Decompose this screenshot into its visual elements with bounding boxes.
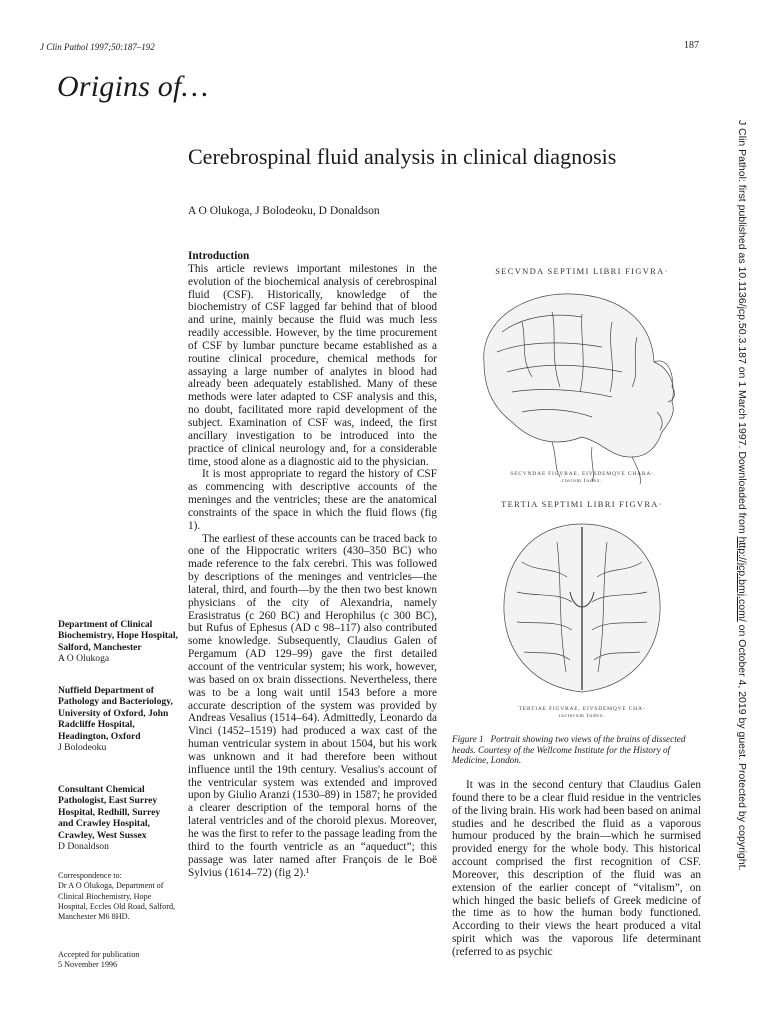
figure-caption-text: Portrait showing two views of the brains of dissected heads. Courtesy of the Wellcome Institute for the History of Medicine, London. xyxy=(452,734,686,766)
affiliation-3 xyxy=(58,784,178,852)
correspondence-label: Correspondence to: xyxy=(58,871,122,880)
correspondence-address: Dr A O Olukoga, Department of Clinical Biochemistry, Hope Hospital, Eccles Old Road, Salford, Manchester M6 8HD. xyxy=(58,881,176,922)
figure-heading-top: SECVNDA SEPTIMI LIBRI FIGVRA· xyxy=(495,266,669,276)
affiliation-author: J Bolodeoku xyxy=(58,742,107,754)
journal-reference: J Clin Pathol 1997;50:187–192 xyxy=(40,42,155,52)
brain-top-view xyxy=(504,524,660,692)
author-list: A O Olukoga, J Bolodeoku, D Donaldson xyxy=(188,205,380,217)
figure-sub-top-2: cterum Index. xyxy=(561,478,603,484)
paragraph: It was in the second century that Claudius Galen found there to be a clear fluid residue in the ventricles of the living brain. His work had been based on animal studies and he described the fluid as a vaporous humour produced by the brain—which he surmised provided energy for the whole body. This historical account comprised the first recognition of CSF. Moreover, this description of the fluid was an extension of the earlier concept of “vitalism”, on which hinged the basic beliefs of Greek medicine of the time as to how the human body functioned. According to their views the heart produced a vital spirit which was the vaporous life determinant (referred to as psychic xyxy=(452,779,701,958)
copyright-side-note xyxy=(724,100,754,940)
right-text-column xyxy=(452,779,701,959)
affiliation-dept: Consultant Chemical Pathologist, East Surrey Hospital, Redhill, Surrey and Crawley Hospital, Crawley, West Sussex xyxy=(58,784,161,841)
affiliation-1 xyxy=(58,619,178,665)
correspondence xyxy=(58,871,178,922)
brain-engravings-image xyxy=(462,262,702,722)
accepted-label: Accepted for publication xyxy=(58,950,140,959)
figure-caption-label: Figure 1 xyxy=(452,734,484,744)
affiliation-2 xyxy=(58,685,178,753)
paragraph: The earliest of these accounts can be traced back to one of the Hippocratic writers (430–350 BC) who made reference to the falx cerebri. This was followed by descriptions of the meninges and ventricles—the lateral, third, and fourth—by the then two best known physicians of the city of Alexandria, namely Erasistratus (c 260 BC) and Herophilus (c 300 BC), but Rufus of Ephesus (AD c 98–117) also contributed some knowledge. Subsequently, Claudius Galen of Pergamum (AD 129–99) gave the first detailed account of the ventricular system; his work, however, was based on ox brain dissections. Nevertheless, there was to be a long wait until 1543 before a more accurate description of the system was provided by Andreas Vesalius (1514–64). Admittedly, Leonardo da Vinci (1452–1519) had produced a wax cast of the human ventricular system in about 1504, but his work was unknown and it had therefore been without influence until the 19th century. Vesalius's account of the ventricular system was extended and improved upon by Giulio Aranzi (1530–89) in 1587; he provided a clearer description of the temporal horns of the lateral ventricles and of the choroid plexus. Moreover, he was the first to refer to the passage leading from the third to the fourth ventricle as an “aqueduct”; this passage was later named after François de le Boë Sylvius (1614–72) (fig 2).¹ xyxy=(188,532,437,879)
page-number: 187 xyxy=(684,40,699,51)
paragraph: It is most appropriate to regard the history of CSF as commencing with descriptive accounts of the meninges and the ventricles; these are the anatomical constraints of the space in which the fluid flows (fig 1). xyxy=(188,468,437,532)
series-title: Origins of… xyxy=(57,70,209,103)
affiliation-dept: Nuffield Department of Pathology and Bacteriology, University of Oxford, John Radcliffe Hospital, Headington, Oxford xyxy=(58,685,173,742)
side-note-prefix: J Clin Pathol: first published as 10.1136/jcp.50.3.187 on 1 March 1997. Downloaded from xyxy=(736,120,748,537)
accepted-date: 5 November 1996 xyxy=(58,960,118,970)
figure-sub-bottom: TERTIAE FIGVRAE, EIVSDEMQVE CHA- xyxy=(518,706,646,712)
figure-heading-bottom: TERTIA SEPTIMI LIBRI FIGVRA· xyxy=(501,499,663,509)
brain-side-view xyxy=(484,294,675,484)
affiliation-dept: Department of Clinical Biochemistry, Hope Hospital, Salford, Manchester xyxy=(58,619,178,653)
figure-caption xyxy=(452,734,704,766)
article-title: Cerebrospinal fluid analysis in clinical diagnosis xyxy=(188,144,617,169)
figure-sub-top: SECVNDAE FIGVRAE, EIVSDEMQVE CHARA- xyxy=(510,471,654,477)
main-text-column xyxy=(188,250,437,879)
section-heading-introduction: Introduction xyxy=(188,250,250,262)
figure-sub-bottom-2: racterum Index. xyxy=(558,713,606,719)
figure-1 xyxy=(462,262,702,722)
affiliation-author: A O Olukoga xyxy=(58,653,110,665)
journal-link[interactable]: http://jcp.bmj.com/ xyxy=(736,536,748,622)
acceptance-note xyxy=(58,950,178,971)
affiliation-author: D Donaldson xyxy=(58,841,109,853)
paragraph: This article reviews important milestones in the evolution of the biochemical analysis of cerebrospinal fluid (CSF). Historically, knowledge of the biochemistry of CSF lagged far behind that of blood and urine, mainly because the fluid was much less readily accessible. However, by the time procurement of CSF by lumbar puncture became established as a routine clinical procedure, chemical methods for assaying a large number of analytes in blood had already been adequately established. Many of these methods were later adapted to CSF analysis and this, no doubt, facilitated more rapid development of the subject. Examination of CSF was, indeed, the first ancillary investigation to be introduced into the practice of clinical neurology and, for a considerable time, stood alone as a diagnostic aid to the physician. xyxy=(188,262,437,468)
side-note-suffix: on October 4, 2019 by guest. Protected by copyright. xyxy=(736,621,748,871)
